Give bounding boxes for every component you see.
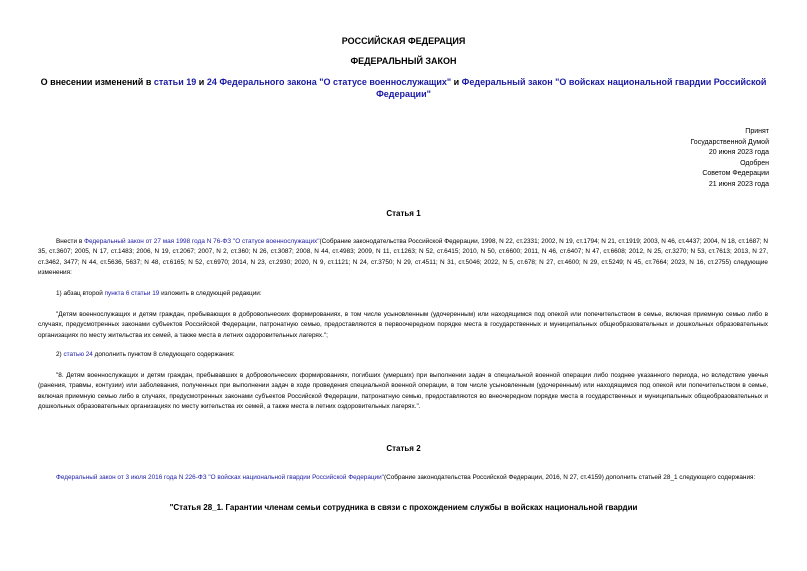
- article1-intro-pre: Внести в: [56, 238, 85, 245]
- new-article-heading: "Статья 28_1. Гарантии членам семьи сотрудника в связи с прохождением службы в войсках национальной гвардии: [169, 503, 638, 512]
- article1-quote2: "8. Детям военнослужащих и детям граждан, пребывавших в добровольческих формированиях, погибших (умерших) при выполнении задач в специальной военной операции либо позднее указанного периода, но вследствие увечья (ранения, травмы, контузии) или заболевания, полученных при выполнении задач в ходе проведения специальной военной операции, в том числе усыновленным (удочеренным) или находящимся под опекой или попечительством в семье, включая приемную семью либо в случаях, предусмотренных законами субъектов Российской Федерации, патронатную семью, предоставляются во внеочередном порядке места в государственных и муниципальных общеобразовательных и дошкольных образовательных организациях по месту жительства их семей, а также места в летних оздоровительных лагерях.".: [38, 372, 768, 410]
- article1-item1: [38, 289, 768, 299]
- title-link-article24[interactable]: 24 Федерального закона "О статусе военнослужащих": [206, 77, 452, 87]
- duma-label: Государственной Думой: [690, 138, 769, 146]
- item1-pre: 1) абзац второй: [56, 290, 105, 297]
- title-text-and: и: [196, 77, 207, 87]
- law-title: [28, 76, 779, 100]
- title-text-mid: и: [451, 77, 462, 87]
- law-type-heading: ФЕДЕРАЛЬНЫЙ ЗАКОН: [350, 56, 457, 66]
- article1-heading: Статья 1: [386, 209, 421, 218]
- article2-heading: Статья 2: [386, 444, 421, 453]
- title-text-pre: О внесении изменений в: [40, 77, 154, 87]
- accepted-label: Принят: [745, 128, 769, 135]
- duma-date: 20 июня 2023 года: [708, 149, 769, 156]
- article2-intro: [38, 473, 768, 483]
- item2-pre: 2): [56, 351, 64, 358]
- title-link-guard-law[interactable]: Федеральный закон "О войсках национальной гвардии Российской Федерации": [376, 77, 767, 99]
- article1-intro-post: (Собрание законодательства Российской Федерации, 1998, N 22, ст.2331; 2002, N 19, ст.1794; N 21, ст.1919; 2003, N 46, ст.4437; 2004, N 18, ст.1687; N 35, ст.3607; 2005, N 17, ст.1483; 2006, N 19, ст.2067; 2007, N 2, ст.360; N 26, ст.3087; 2008, N 44, ст.4983; 2009, N 11, ст.1263; N 52, ст.6415; 2010, N 50, ст.6600; 2011, N 46, ст.6407; N 47, ст.6608; 2012, N 25, ст.3270; N 53, ст.7613; 2013, N 27, ст.3462, 3477; N 44, ст.5636, 5637; N 48, ст.6165; N 52, ст.6970; 2014, N 23, ст.2930; 2020, N 9, ст.1121; N 24, ст.3750; N 29, ст.4511; N 31, ст.5046; 2022, N 5, ст.678; N 27, ст.4600; N 29, ст.5249; N 45, ст.7664; 2023, N 16, ст.2755) следующие изменения:: [38, 238, 768, 276]
- item2-post: дополнить пунктом 8 следующего содержания:: [92, 351, 235, 358]
- council-label: Советом Федерации: [702, 170, 769, 177]
- article1-item2: [38, 350, 768, 360]
- item1-post: изложить в следующей редакции:: [159, 290, 262, 297]
- approved-label: Одобрен: [740, 159, 769, 167]
- article1-quote1: "Детям военнослужащих и детям граждан, пребывающих в добровольческих формированиях, в том числе усыновленным (удочеренным) или находящимся под опекой или попечительством в семье, включая приемную семью либо в случаях, предусмотренных законами субъектов Российской Федерации, патронатную семью, предоставляются в первоочередном порядке места в государственных и муниципальных общеобразовательных и дошкольных образовательных организациях по месту жительства их семей, а также места в летних оздоровительных лагерях.";: [38, 311, 768, 339]
- article2-intro-post: (Собрание законодательства Российской Федерации, 2016, N 27, ст.4159) дополнить статьей 28_1 следующего содержания:: [383, 474, 756, 481]
- link-status-servicemen-law[interactable]: Федеральный закон от 27 мая 1998 года N 76-ФЗ "О статусе военнослужащих": [84, 238, 320, 245]
- link-national-guard-law[interactable]: Федеральный закон от 3 июля 2016 года N 226-ФЗ "О войсках национальной гвардии Российской Федерации": [56, 474, 384, 481]
- title-link-article19[interactable]: статьи 19: [153, 77, 197, 87]
- link-article19-point6[interactable]: пункта 6 статьи 19: [104, 290, 160, 297]
- council-date: 21 июня 2023 года: [708, 180, 769, 188]
- country-heading: РОССИЙСКАЯ ФЕДЕРАЦИЯ: [341, 36, 466, 46]
- adoption-block: [569, 127, 769, 190]
- article1-intro: [38, 237, 768, 278]
- link-article24[interactable]: статью 24: [63, 351, 93, 358]
